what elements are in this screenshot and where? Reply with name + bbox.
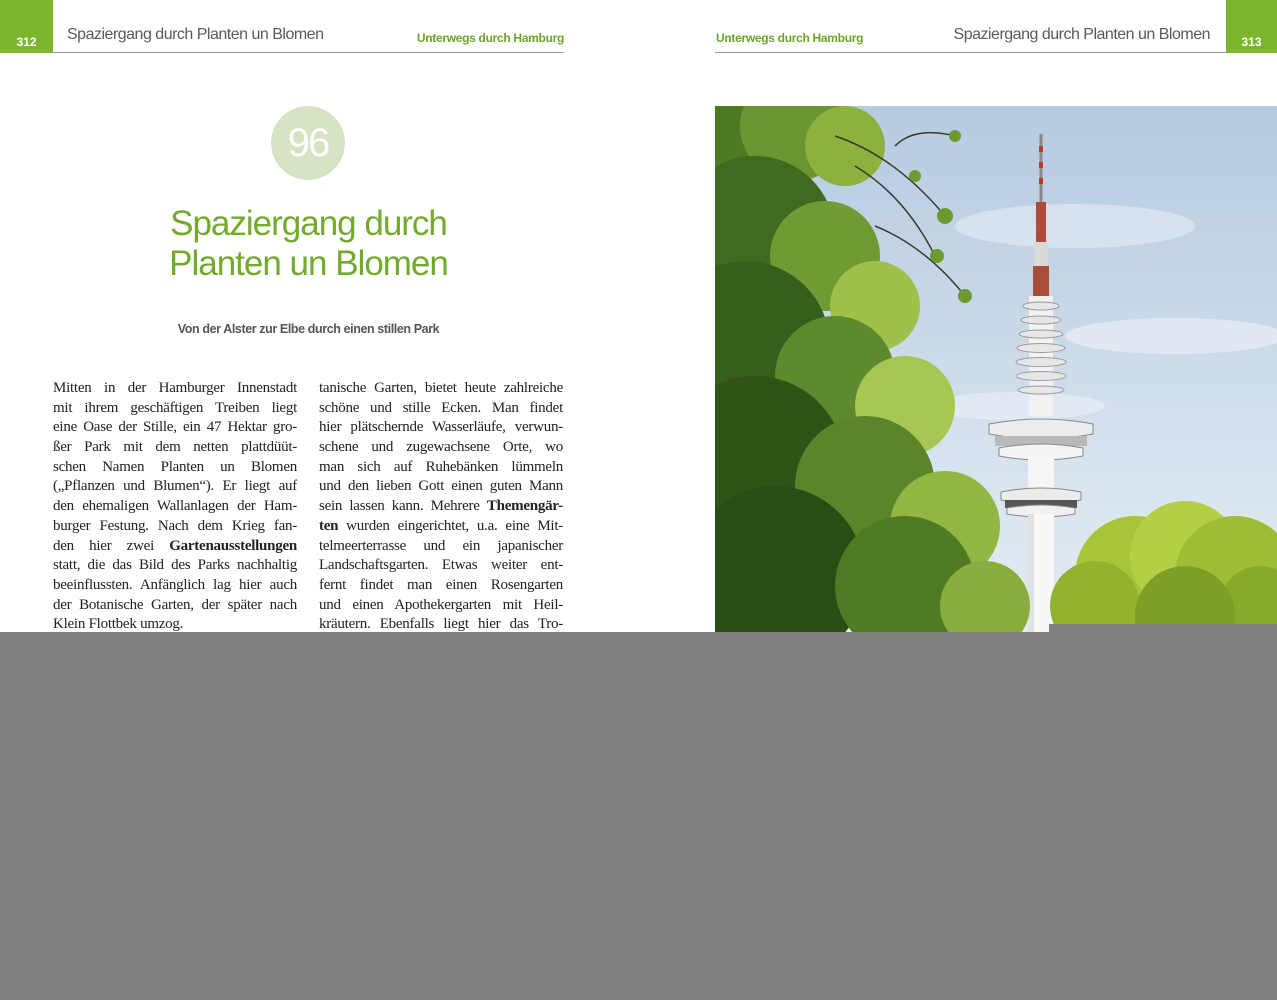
body-column-1 — [53, 379, 297, 635]
text-line: ßer Park mit dem netten plattdüüt- — [53, 439, 297, 456]
text-line: tanische Garten, bietet heute zahlreiche — [319, 380, 563, 396]
text-line: schöne und stille Ecken. Man findet — [319, 399, 563, 416]
text-line: („Pflanzen und Blumen“). Er liegt auf — [53, 478, 297, 495]
text-line: und den lieben Gott einen guten Mann — [319, 478, 563, 495]
text-fragment: sein lassen kann. Mehrere — [319, 498, 487, 515]
text-line: der Botanische Garten, der später nach — [53, 596, 297, 613]
running-header-right — [715, 0, 1226, 53]
bold-term-gartenausstellungen: Gartenausstellungen — [169, 537, 297, 554]
tree-left — [715, 106, 1030, 632]
cloud — [1065, 318, 1277, 354]
text-line: den ehemaligen Wallanlagen der Ham- — [53, 498, 297, 515]
text-line: mit ihrem geschäftigen Treiben liegt — [53, 399, 297, 416]
text-line: schene und zugewachsene Orte, wo — [319, 439, 563, 456]
page-number-right: 313 — [1226, 0, 1277, 53]
chapter-number-badge: 96 — [271, 106, 345, 180]
section-label-left: Unterwegs durch Hamburg — [416, 31, 564, 45]
grey-overlay — [0, 632, 1277, 1000]
body-column-2 — [319, 379, 563, 635]
tower-illustration — [715, 106, 1277, 632]
chapter-subtitle: Von der Alster zur Elbe durch einen stillen Park — [177, 322, 440, 336]
text-line: kräutern. Ebenfalls liegt hier das Tro- — [319, 616, 563, 633]
tree-right — [1050, 501, 1277, 632]
text-line: Klein Flottbek umzog. — [53, 616, 184, 633]
text-line: eine Oase der Stille, ein 47 Hektar gro- — [53, 419, 297, 436]
chapter-title — [53, 204, 564, 284]
text-line — [319, 497, 563, 517]
text-line: fernt findet man einen Rosengarten — [319, 576, 563, 593]
text-line: statt, die das Bild des Parks nachhaltig — [53, 557, 297, 574]
bold-term-themengaerten-cont: ten — [319, 517, 339, 534]
text-line: schen Namen Planten un Blomen — [53, 458, 297, 475]
page-number-left: 312 — [0, 0, 53, 53]
text-fragment: wurden eingerichtet, u.a. eine Mit- — [338, 517, 563, 534]
text-line: telmeerterrasse und ein japanischer — [319, 537, 563, 554]
cloud — [955, 204, 1195, 248]
text-line: man sich auf Ruhebänken lümmeln — [319, 458, 563, 475]
text-line: Mitten in der Hamburger Innenstadt — [53, 380, 297, 396]
text-line: burger Festung. Nach dem Krieg fan- — [53, 517, 297, 534]
running-title-right: Spaziergang durch Planten un Blomen — [953, 26, 1210, 43]
photo-heinrich-hertz-tower — [715, 106, 1277, 632]
text-fragment: den hier zwei — [53, 537, 170, 554]
running-title-left: Spaziergang durch Planten un Blomen — [67, 26, 324, 43]
text-line — [319, 517, 563, 537]
text-line: und einen Apothekergarten mit Heil- — [319, 596, 563, 613]
text-line: hier plätschernde Wasserläufe, verwun- — [319, 419, 563, 436]
text-line: beeinflussten. Anfänglich lag hier auch — [53, 576, 297, 593]
running-header-left — [53, 0, 564, 53]
text-line — [53, 537, 297, 557]
text-line: Landschaftsgarten. Etwas weiter ent- — [319, 557, 563, 574]
leaf-clusters — [909, 130, 972, 303]
section-label-right: Unterwegs durch Hamburg — [716, 31, 864, 45]
chapter-title-line1: Spaziergang durch — [170, 204, 447, 243]
bold-term-themengaerten: Themengär- — [486, 498, 563, 515]
chapter-title-line2: Planten un Blomen — [169, 244, 448, 283]
